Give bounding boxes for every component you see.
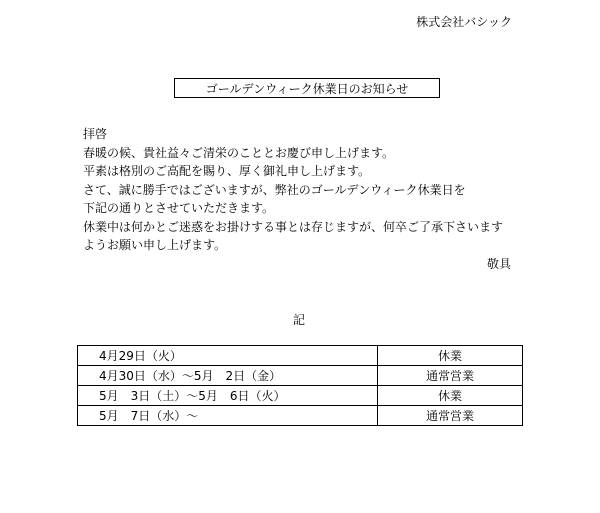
closing-salutation: 敬具 (486, 257, 511, 271)
table-row (78, 386, 523, 406)
schedule-date: 4月29日（火） (78, 346, 378, 366)
schedule-status: 休業 (378, 386, 523, 406)
letter-body (83, 125, 523, 255)
body-line: 休業中は何かとご迷惑をお掛けする事とは存じますが、何卒ご了承下さいます (83, 219, 504, 234)
body-line: ようお願い申し上げます。 (83, 238, 227, 252)
table-row (78, 406, 523, 426)
body-line: さて、誠に勝手ではございますが、弊社のゴールデンウィーク休業日を (83, 182, 466, 197)
ki-label: 記 (293, 313, 306, 327)
table-row (78, 366, 523, 386)
body-line: 下記の通りとさせていただきます。 (83, 201, 275, 215)
schedule-date: 4月30日（水）～5月 2日（金） (78, 366, 378, 386)
schedule-date: 5月 3日（土）～5月 6日（火） (78, 386, 378, 406)
schedule-status: 通常営業 (378, 406, 523, 426)
schedule-status: 休業 (378, 346, 523, 366)
notice-title-box (174, 78, 440, 98)
opening-salutation: 拝啓 (83, 127, 108, 141)
body-line: 春暖の候、貴社益々ご清栄のこととお慶び申し上げます。 (83, 145, 395, 160)
holiday-schedule-table (77, 345, 523, 426)
body-line: 平素は格別のご高配を賜り、厚く御礼申し上げます。 (83, 164, 371, 178)
company-name: 株式会社バシック (416, 15, 512, 29)
notice-title: ゴールデンウィーク休業日のお知らせ (205, 81, 409, 96)
schedule-status: 通常営業 (378, 366, 523, 386)
table-row (78, 346, 523, 366)
schedule-date: 5月 7日（水）～ (78, 406, 378, 426)
